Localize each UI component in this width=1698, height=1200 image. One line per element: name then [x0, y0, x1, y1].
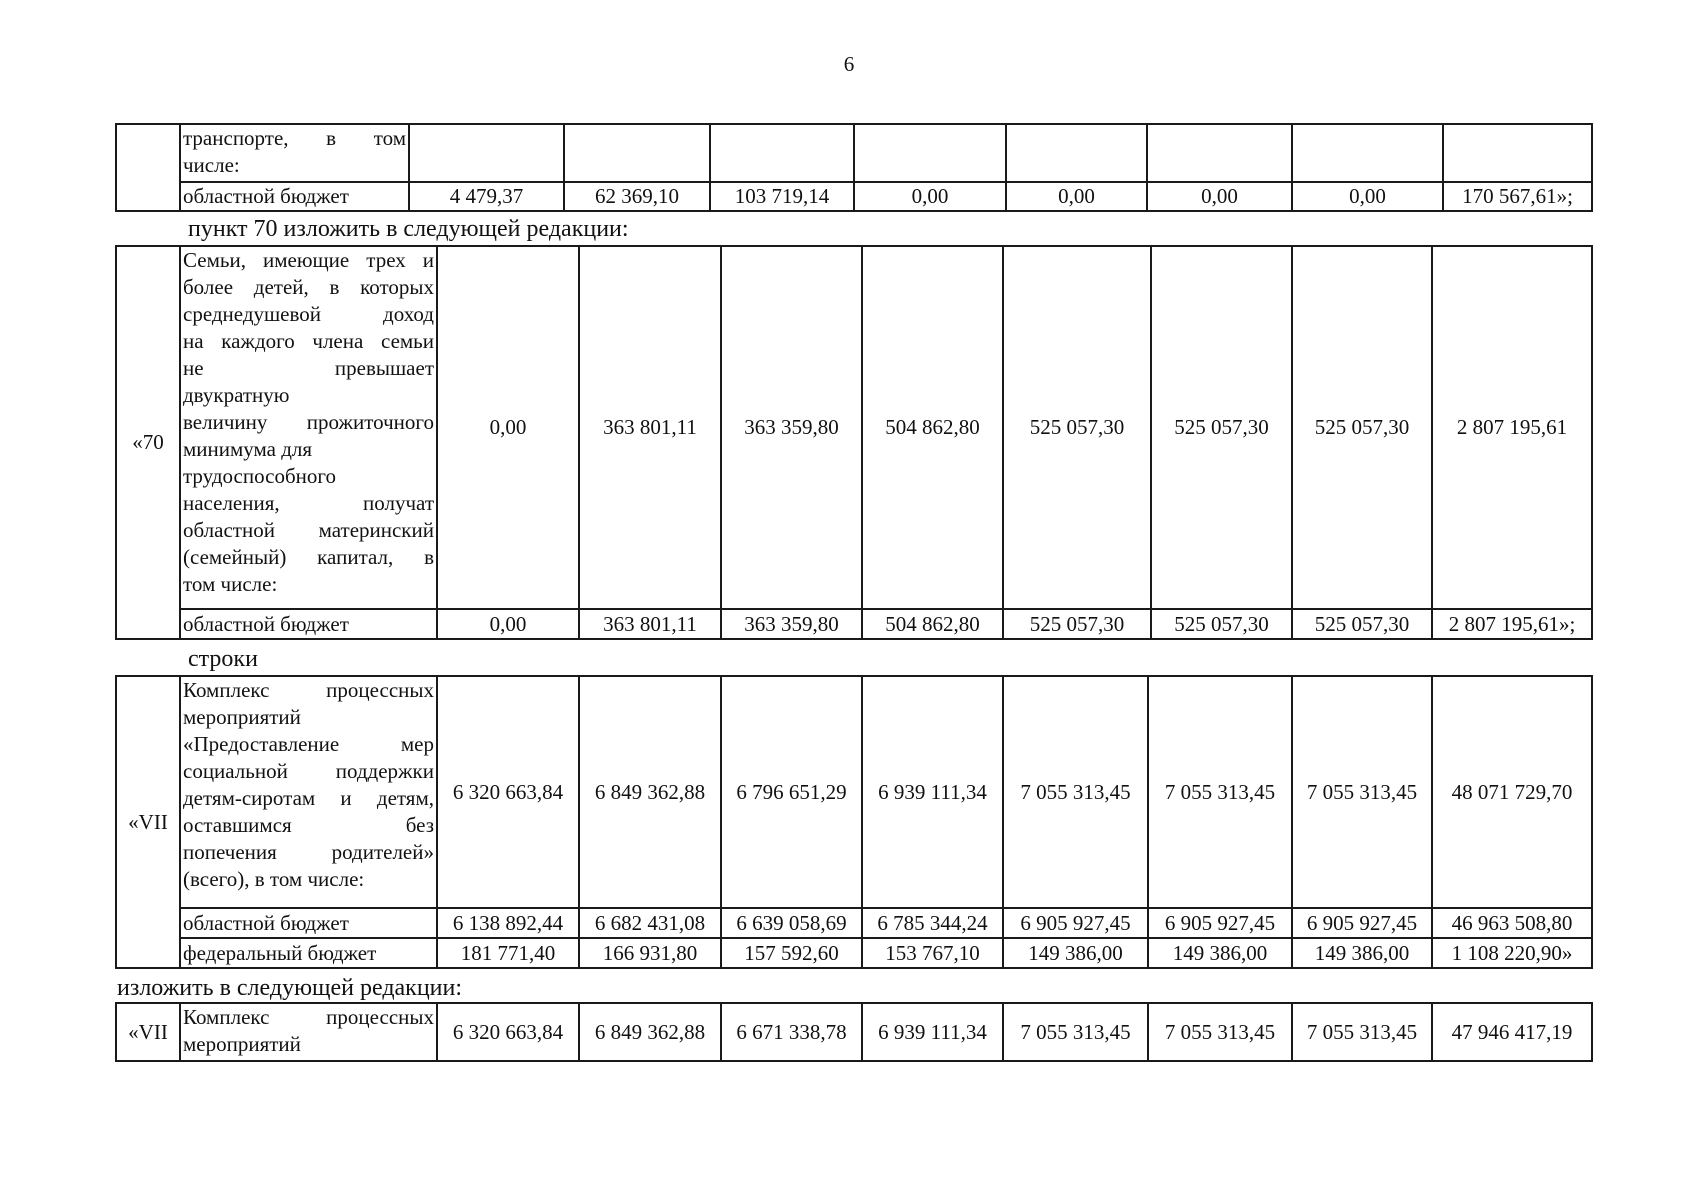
desc-line: величину прожиточного — [183, 410, 434, 434]
index-cell — [116, 124, 180, 211]
desc-line: числе: — [183, 153, 240, 177]
value-cell: 170 567,61»; — [1443, 182, 1592, 211]
value-cell — [710, 124, 854, 182]
row-index: «VII — [116, 676, 180, 968]
value-cell: 149 386,00 — [1003, 938, 1148, 968]
value-cell: 7 055 313,45 — [1148, 1003, 1292, 1061]
value-cell: 6 682 431,08 — [579, 908, 721, 938]
value-cell: 166 931,80 — [579, 938, 721, 968]
desc-line: социальной поддержки — [183, 759, 434, 783]
table-section-vii-new — [115, 1002, 1593, 1062]
value-cell: 7 055 313,45 — [1292, 676, 1432, 908]
value-cell: 6 320 663,84 — [437, 1003, 579, 1061]
value-cell: 525 057,30 — [1292, 246, 1432, 609]
row-description — [180, 1003, 437, 1061]
value-cell: 2 807 195,61 — [1432, 246, 1592, 609]
value-cell: 7 055 313,45 — [1148, 676, 1292, 908]
value-cell — [409, 124, 564, 182]
desc-line: на каждого члена семьи — [183, 329, 434, 353]
value-cell: 6 849 362,88 — [579, 676, 721, 908]
desc-line: оставшимся без — [183, 813, 434, 837]
value-cell: 363 359,80 — [721, 246, 862, 609]
value-cell: 6 905 927,45 — [1148, 908, 1292, 938]
value-cell: 525 057,30 — [1003, 609, 1151, 639]
desc-line: попечения родителей» — [183, 840, 434, 864]
value-cell: 47 946 417,19 — [1432, 1003, 1592, 1061]
value-cell: 363 801,11 — [579, 609, 721, 639]
value-cell: 6 939 111,34 — [862, 676, 1003, 908]
desc-line: мероприятий — [183, 1032, 301, 1056]
value-cell: 504 862,80 — [862, 246, 1003, 609]
value-cell: 0,00 — [1147, 182, 1292, 211]
amendment-note: изложить в следующей редакции: — [117, 975, 463, 1001]
value-cell: 149 386,00 — [1292, 938, 1432, 968]
table-section-vii-old — [115, 675, 1593, 969]
value-cell: 525 057,30 — [1151, 246, 1292, 609]
value-cell: 48 071 729,70 — [1432, 676, 1592, 908]
desc-line: более детей, в которых — [183, 275, 434, 299]
row-index: «70 — [116, 246, 180, 639]
value-cell: 525 057,30 — [1003, 246, 1151, 609]
value-cell: 1 108 220,90» — [1432, 938, 1592, 968]
row-description — [180, 246, 437, 609]
value-cell: 6 671 338,78 — [721, 1003, 862, 1061]
source-label: областной бюджет — [180, 908, 437, 938]
value-cell: 6 320 663,84 — [437, 676, 579, 908]
desc-line: областной материнский — [183, 518, 434, 542]
value-cell: 181 771,40 — [437, 938, 579, 968]
value-cell — [1006, 124, 1147, 182]
desc-line: Комплекс процессных — [183, 1005, 434, 1029]
value-cell: 6 785 344,24 — [862, 908, 1003, 938]
value-cell: 0,00 — [437, 246, 579, 609]
value-cell: 2 807 195,61»; — [1432, 609, 1592, 639]
desc-line: (всего), в том числе: — [183, 867, 365, 891]
row-description — [180, 676, 437, 908]
table-transport-tail — [115, 123, 1593, 212]
desc-line: детям-сиротам и детям, — [183, 786, 434, 810]
page-number: 6 — [843, 52, 855, 76]
value-cell: 7 055 313,45 — [1003, 676, 1148, 908]
value-cell: 157 592,60 — [721, 938, 862, 968]
value-cell: 0,00 — [437, 609, 579, 639]
source-label: областной бюджет — [180, 609, 437, 639]
desc-line: минимума для — [183, 437, 313, 461]
row-description — [180, 124, 409, 182]
value-cell: 504 862,80 — [862, 609, 1003, 639]
value-cell — [564, 124, 710, 182]
source-label: федеральный бюджет — [180, 938, 437, 968]
desc-line: среднедушевой доход — [183, 302, 434, 326]
desc-line: том числе: — [183, 572, 278, 596]
table-item-70 — [115, 245, 1593, 640]
desc-line: (семейный) капитал, в — [183, 545, 434, 569]
desc-line: трудоспособного — [183, 464, 336, 488]
value-cell — [1443, 124, 1592, 182]
value-cell: 363 359,80 — [721, 609, 862, 639]
value-cell: 149 386,00 — [1148, 938, 1292, 968]
value-cell: 363 801,11 — [579, 246, 721, 609]
source-label: областной бюджет — [180, 182, 409, 211]
desc-line: мероприятий — [183, 705, 301, 729]
value-cell: 153 767,10 — [862, 938, 1003, 968]
desc-line: Комплекс процессных — [183, 678, 434, 702]
desc-line: населения, получат — [183, 491, 434, 515]
amendment-note: пункт 70 изложить в следующей редакции: — [188, 216, 629, 242]
value-cell — [1147, 124, 1292, 182]
value-cell — [854, 124, 1006, 182]
desc-line: транспорте, в том — [183, 126, 406, 150]
value-cell: 6 905 927,45 — [1003, 908, 1148, 938]
value-cell: 525 057,30 — [1151, 609, 1292, 639]
value-cell — [1292, 124, 1443, 182]
value-cell: 6 639 058,69 — [721, 908, 862, 938]
value-cell: 6 905 927,45 — [1292, 908, 1432, 938]
desc-line: Семьи, имеющие трех и — [183, 248, 434, 272]
desc-line: не превышает — [183, 356, 434, 380]
value-cell: 7 055 313,45 — [1292, 1003, 1432, 1061]
value-cell: 0,00 — [1006, 182, 1147, 211]
value-cell: 6 796 651,29 — [721, 676, 862, 908]
value-cell: 46 963 508,80 — [1432, 908, 1592, 938]
value-cell: 0,00 — [1292, 182, 1443, 211]
value-cell: 6 138 892,44 — [437, 908, 579, 938]
value-cell: 6 849 362,88 — [579, 1003, 721, 1061]
desc-line: двукратную — [183, 383, 290, 407]
value-cell: 103 719,14 — [710, 182, 854, 211]
value-cell: 62 369,10 — [564, 182, 710, 211]
value-cell: 6 939 111,34 — [862, 1003, 1003, 1061]
amendment-note: строки — [188, 646, 258, 672]
desc-line: «Предоставление мер — [183, 732, 434, 756]
row-index: «VII — [116, 1003, 180, 1061]
value-cell: 7 055 313,45 — [1003, 1003, 1148, 1061]
value-cell: 525 057,30 — [1292, 609, 1432, 639]
value-cell: 0,00 — [854, 182, 1006, 211]
value-cell: 4 479,37 — [409, 182, 564, 211]
